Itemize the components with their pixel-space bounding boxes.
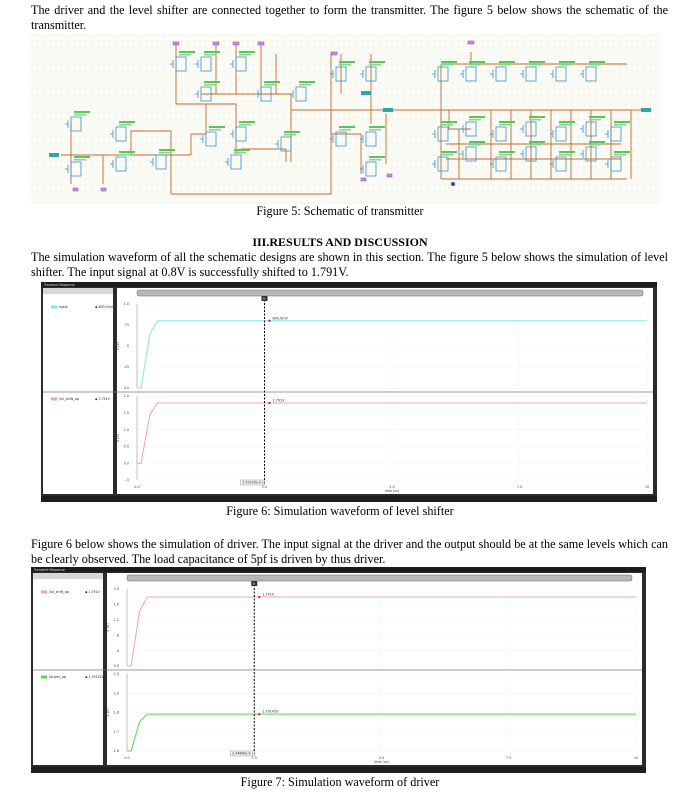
y-tick-label: .25: [123, 365, 129, 370]
y-tick-label: 1.6: [113, 749, 119, 754]
section-heading: III.RESULTS AND DISCUSSION: [252, 235, 428, 249]
legend-series-name: input: [59, 305, 68, 309]
x-tick-label: 7.5: [506, 756, 512, 760]
legend-swatch: [51, 398, 57, 401]
marker-value-label: 800.0mV: [272, 316, 288, 321]
time-scrollbar: [127, 575, 632, 581]
y-tick-label: 1.9: [113, 691, 119, 696]
y-tick-label: 1.6: [113, 602, 119, 607]
x-tick-label: 0.0: [124, 756, 130, 760]
status-bar: [41, 496, 657, 502]
legend-value: ◆ 1.791V: [95, 397, 110, 401]
legend-series-name: /lvl_shift_op: [59, 397, 79, 401]
x-tick-label: 5.0: [378, 756, 385, 760]
x-axis-label: time (ns): [384, 489, 400, 493]
y-tick-label: 2.0: [123, 394, 129, 399]
y-tick-label: 1.8: [113, 710, 119, 715]
legend-pane: [33, 573, 103, 765]
y-tick-label: 0.0: [113, 664, 119, 669]
legend-value: ◆ 800.0mV: [95, 305, 113, 309]
y-tick-label: .8: [115, 633, 119, 638]
legend-pane: [43, 288, 113, 494]
level-shifter-waveform: [41, 282, 657, 502]
legend-series-name: /driver_op: [49, 675, 67, 679]
x-tick-label: 0.0: [134, 485, 140, 489]
transmitter-schematic: [31, 34, 661, 204]
y-tick-label: .75: [123, 323, 129, 328]
y-tick-label: .5: [125, 344, 129, 349]
driver-waveform: [31, 567, 646, 773]
y-axis-label: V (V): [116, 341, 120, 351]
y-tick-label: 1.0: [123, 302, 129, 307]
y-axis-label: V (V): [106, 708, 110, 717]
plot-area: [107, 573, 642, 765]
x-tick-label: 7.5: [516, 485, 523, 489]
y-tick-label: 1.2: [113, 618, 119, 622]
marker-readout: 2.44890e-9 s: [232, 751, 254, 756]
legend-value: ◆ 1.79142V: [85, 675, 104, 679]
window-title: Transient Response: [44, 282, 75, 287]
y-tick-label: 0.0: [123, 386, 129, 391]
marker-handle-label: V: [263, 296, 266, 301]
status-bar: [31, 767, 646, 773]
y-tick-label: 1.7: [113, 729, 119, 734]
figure-6-caption: Figure 6: Simulation waveform of level shifter: [226, 504, 454, 518]
y-tick-label: 2.0: [113, 587, 119, 592]
x-tick-label: 2.5: [261, 485, 268, 489]
y-tick-label: -.5: [124, 478, 129, 483]
driver-paragraph: Figure 6 below shows the simulation of driver. The input signal at the driver and the output should be at the same levels which can be clearly observed. The load capacitance of 5pf is driven by thus driver.: [31, 537, 668, 567]
legend-swatch: [51, 306, 57, 309]
x-tick-label: 5.0: [389, 485, 395, 489]
y-tick-label: 1.0: [123, 427, 129, 432]
figure-7-caption: Figure 7: Simulation waveform of driver: [240, 775, 440, 789]
marker-value-label: 1.79142V: [262, 709, 279, 714]
y-axis-label: V (V): [116, 433, 120, 443]
y-tick-label: .4: [115, 648, 119, 653]
y-tick-label: 0.0: [123, 461, 129, 466]
y-tick-label: 0.5: [123, 444, 129, 449]
time-scrollbar: [137, 290, 643, 296]
legend-series-name: /lvl_shift_op: [49, 590, 69, 594]
marker-value-label: 1.791V: [262, 592, 275, 597]
y-tick-label: 2.0: [113, 672, 119, 677]
marker-handle-label: V: [252, 581, 255, 586]
x-tick-label: 10: [644, 485, 650, 489]
legend-swatch: [41, 676, 47, 679]
x-axis-label: time (ns): [374, 760, 389, 764]
legend-swatch: [41, 591, 47, 594]
window-title: Transient Response: [34, 567, 65, 572]
y-tick-label: 1.5: [123, 411, 129, 415]
figure-5-caption: Figure 5: Schematic of transmitter: [256, 204, 424, 218]
marker-readout: 2.50100e-9 s: [242, 480, 264, 485]
intro-paragraph: The driver and the level shifter are connected together to form the transmitter. The figure 5 below shows the schematic of the transmitter.: [31, 3, 668, 33]
x-tick-label: 10: [633, 756, 639, 760]
x-tick-label: 2.5: [251, 756, 257, 760]
results-paragraph: The simulation waveform of all the schematic designs are shown in this section. The figure 5 below shows the simulation of level shifter. The input signal at 0.8V is successfully shifted to 1.791V.: [31, 250, 668, 280]
y-axis-label: V (V): [106, 623, 110, 632]
legend-value: ◆ 1.791V: [85, 590, 100, 594]
marker-value-label: 1.791V: [272, 398, 285, 403]
